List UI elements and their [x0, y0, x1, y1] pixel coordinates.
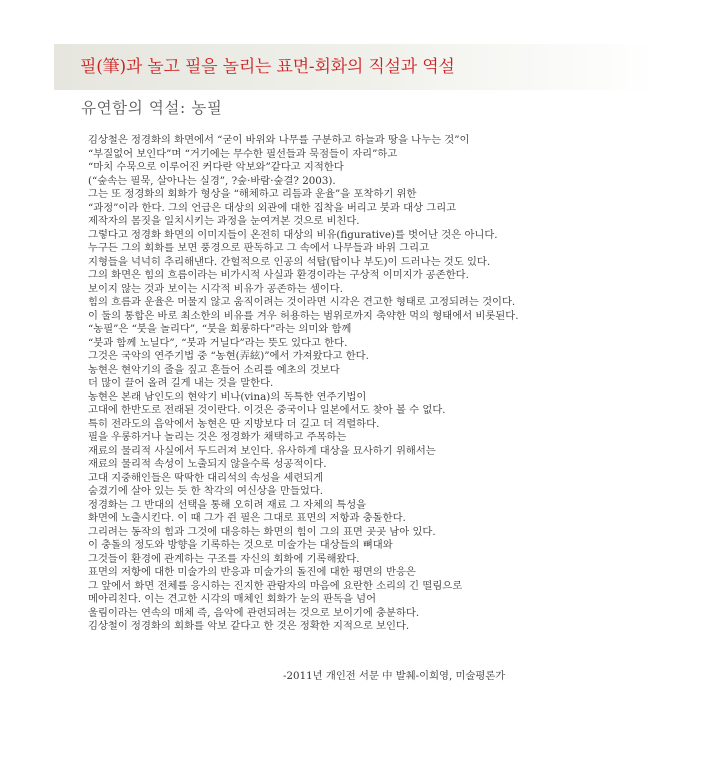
body-line: 김상철이 정경화의 회화를 악보 같다고 한 것은 정확한 지적으로 보인다. — [88, 620, 410, 632]
body-line: 표면의 저항에 대한 미술가의 반응과 미술가의 돌진에 대한 평면의 반응은 — [88, 566, 416, 578]
signature: -2011년 개인전 서문 中 발췌-이희영, 미술평론가 — [283, 670, 506, 682]
body-line: 메아리친다. 이는 견고한 시각의 매체인 회화가 눈의 판독을 넘어 — [88, 593, 377, 605]
body-line: 농현은 본래 남인도의 현악기 비나(vina)의 독특한 연주기법이 — [88, 390, 367, 403]
body-text — [88, 134, 678, 634]
body-line: 특히 전라도의 음악에서 농현은 딴 지방보다 더 길고 더 격렬하다. — [88, 417, 380, 430]
body-line: 필을 우롱하거나 놀리는 것은 정경화가 채택하고 주목하는 — [88, 431, 347, 443]
body-line: “농필”은 “붓을 놀리다”, “붓을 희롱하다”라는 의미와 함께 — [88, 323, 352, 335]
body-line: 재료의 물리적 사실에서 두드러져 보인다. 유사하게 대상을 묘사하기 위해서는 — [88, 444, 436, 457]
body-line: 누구든 그의 회화를 보면 풍경으로 판독하고 그 속에서 나무들과 바위 그리고 — [88, 242, 430, 254]
body-line: 그의 화면은 힘의 흐름이라는 비가시적 사실과 환경이라는 구상적 이미지가 공존한다. — [88, 269, 469, 281]
body-line: 숨겼기에 살아 있는 듯 한 착각의 여신상을 만들었다. — [88, 485, 324, 497]
body-line: “과정”이라 한다. 그의 언급은 대상의 외관에 대한 집착을 버리고 붓과 대상 그리고 — [88, 201, 457, 214]
body-line: 농현은 현악기의 줄을 짚고 흔들어 소리를 예초의 것보다 — [88, 363, 340, 376]
body-line: 화면에 노출시킨다. 이 때 그가 쥔 필은 그대로 표면의 저항과 충돌한다. — [88, 512, 406, 524]
body-line: (“숲속는 필묵, 살아나는 실경”, ?숲·바람·숲결? 2003). — [88, 174, 336, 187]
body-line: 그것은 국악의 연주기법 중 “농현(弄絃)”에서 가져왔다고 한다. — [88, 350, 369, 362]
body-line: 지형들을 넉넉히 추리해낸다. 간헐적으로 인공의 석탑(탑이나 부도)이 드러나는 것도 있다. — [88, 255, 491, 268]
body-line: 정경화는 그 반대의 선택을 통해 오히려 재료 그 자체의 특성을 — [88, 498, 367, 511]
body-line: 김상철은 정경화의 화면에서 “굳이 바위와 나무를 구분하고 하늘과 땅을 나누는 것”이 — [88, 134, 470, 146]
body-line: 힘의 흐름과 운율은 머물지 않고 움직이려는 것이라면 시각은 견고한 형태로 고정되려는 것이다. — [88, 296, 516, 308]
body-line: 더 많이 끌어 올려 길게 내는 것을 말한다. — [88, 377, 274, 389]
body-line: 그것들이 환경에 관계하는 구조를 자신의 회화에 기록해왔다. — [88, 552, 360, 565]
body-line: 그는 또 정경화의 회화가 형상을 “해체하고 리듬과 운율”을 포착하기 위한 — [88, 188, 417, 200]
body-line: 재료의 물리적 속성이 노출되지 않을수록 성공적이다. — [88, 458, 327, 470]
body-line: 제작자의 몸짓을 일치시키는 과정을 눈여겨본 것으로 비친다. — [88, 215, 360, 227]
body-line: 고대에 한반도로 전래된 것이란다. 이것은 중국이나 일본에서도 찾아 볼 수 없다. — [88, 404, 446, 416]
body-line: 그리려는 동작의 힘과 그것에 대응하는 화면의 힘이 그의 표면 곳곳 남아 있다. — [88, 525, 436, 538]
body-line: 이 충돌의 정도와 방향을 기록하는 것으로 미술가는 대상들의 뼈대와 — [88, 539, 393, 551]
body-line: 이 둘의 통합은 바로 최소한의 비유를 겨우 허용하는 범위로까지 축약한 먹의 형태에서 비롯된다. — [88, 309, 519, 322]
body-line: 울림이라는 연속의 매체 즉, 음악에 관련되려는 것으로 보이기에 충분하다. — [88, 606, 420, 619]
body-line: 그 앞에서 화면 전체를 응시하는 진지한 관람자의 마음에 요란한 소리의 긴 떨림으로 — [88, 579, 463, 592]
body-line: “붓과 함께 노닐다”, “붓과 거닐다”라는 뜻도 있다고 한다. — [88, 336, 348, 349]
body-line: 고대 지중해인들은 딱딱한 대리석의 속성을 세련되게 — [88, 471, 324, 484]
section-subtitle: 유연함의 역설: 농필 — [81, 99, 223, 117]
body-line: 그렇다고 정경화 화면의 이미지들이 온전히 대상의 비유(figurative)를 벗어난 것은 아니다. — [88, 228, 498, 241]
body-line: “마치 수묵으로 이루어진 커다란 악보와”같다고 지적한다 — [88, 161, 344, 173]
body-line: “부질없어 보인다”며 “거기에는 무수한 필선들과 묵점들이 자리”하고 — [88, 147, 398, 160]
body-line: 보이지 않는 것과 보이는 시각적 비유가 공존하는 셈이다. — [88, 282, 343, 295]
page-title: 필(筆)과 놀고 필을 놀리는 표면-회화의 직설과 역설 — [80, 57, 455, 77]
